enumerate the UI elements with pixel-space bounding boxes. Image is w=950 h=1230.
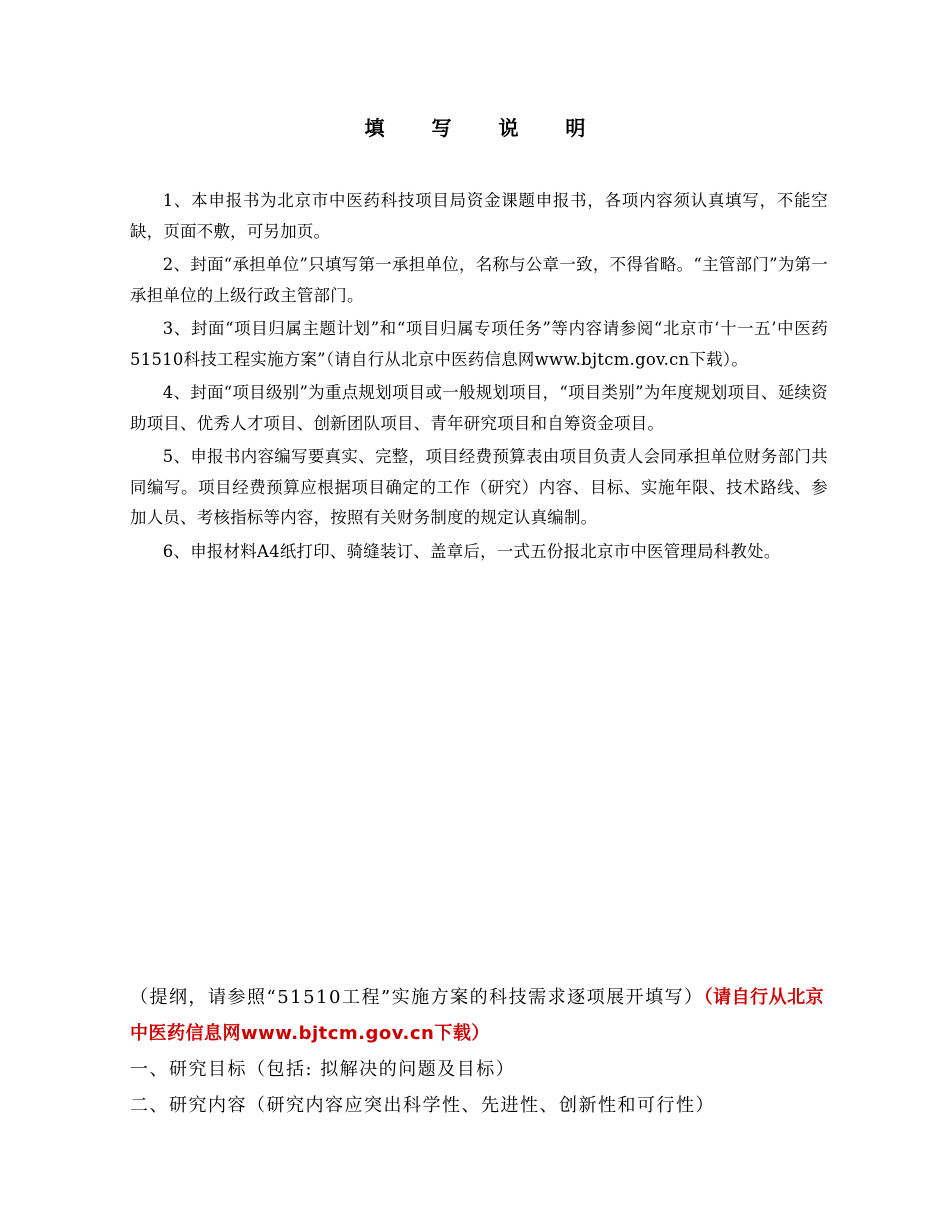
outline-download-note: （请自行从北京中医药信息网www.bjtcm.gov.cn下载） [130,987,825,1044]
instruction-2: 2、封面“承担单位”只填写第一承担单位，名称与公章一致，不得省略。“主管部门”为第一承担单位的上级行政主管部门。 [130,255,828,305]
instruction-5: 5、申报书内容编写要真实、完整，项目经费预算表由项目负责人会同承担单位财务部门共同编写。项目经费预算应根据项目确定的工作（研究）内容、目标、实施年限、技术路线、参加人员、考核指标等内容，按照有关财务制度的规定认真编制。 [130,447,828,527]
instruction-1: 1、本申报书为北京市中医药科技项目局资金课题申报书，各项内容须认真填写，不能空缺，页面不敷，可另加页。 [130,191,828,241]
outline-item-research-content: 二、研究内容（研究内容应突出科学性、先进性、创新性和可行性） [130,1095,715,1116]
outline-intro-text: （提纲，请参照“51510工程”实施方案的科技需求逐项展开填写） [130,987,704,1008]
instruction-6: 6、申报材料A4纸打印、骑缝装订、盖章后，一式五份报北京市中医管理局科教处。 [162,541,781,561]
instruction-4: 4、封面“项目级别”为重点规划项目或一般规划项目，“项目类别”为年度规划项目、延续资助项目、优秀人才项目、创新团队项目、青年研究项目和自筹资金项目。 [130,383,828,433]
page-title: 填 写 说 明 [364,116,606,140]
outline-section [130,980,830,1124]
outline-intro [130,980,830,1052]
instructions-list [130,186,828,570]
outline-item-research-goals: 一、研究目标（包括: 拟解决的问题及目标） [130,1059,516,1080]
instruction-3: 3、封面“项目归属主题计划”和“项目归属专项任务”等内容请参阅“北京市‘十一五’中医药51510科技工程实施方案”（请自行从北京中医药信息网www.bjtcm.gov.cn下载）。 [130,319,828,369]
